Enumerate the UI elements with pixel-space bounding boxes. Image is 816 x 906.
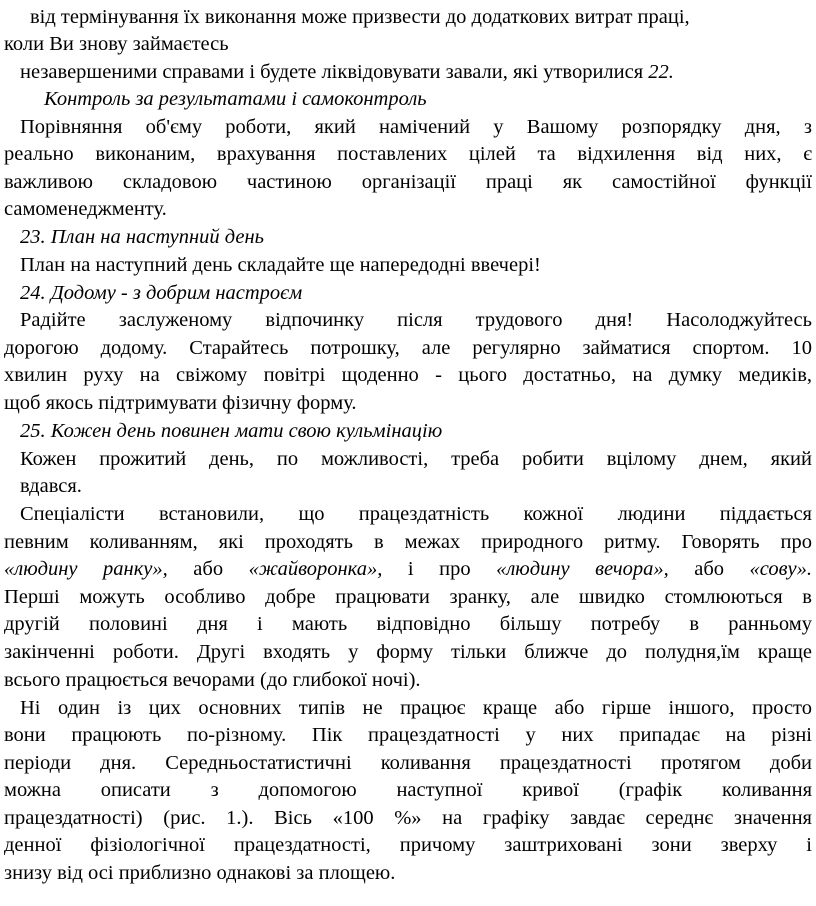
text-line: [4, 391, 812, 416]
text-line: [4, 170, 812, 195]
text-line: [4, 778, 812, 803]
text-line: [4, 557, 812, 582]
italic-text: 23. План на наступний день: [20, 226, 265, 248]
text-line: [4, 751, 812, 776]
text-line: [4, 530, 812, 555]
text-run: Кожен прожитий день, по можливості, треба робити вцілому днем, який: [20, 448, 812, 470]
text-run: Перші можуть особливо добре працювати зранку, але швидко стомлюються в: [4, 586, 812, 608]
text-line: [4, 115, 812, 140]
text-run: незавершеними справами і будете ліквідовувати завали, які утворилися: [20, 61, 649, 83]
italic-text: «людину ранку»,: [4, 558, 168, 580]
text-run: від термінування їх виконання може призвести до додаткових витрат праці,: [30, 6, 690, 28]
text-run: працездатності) (рис. 1.). Вісь «100 %» на графіку завдає середнє значення: [4, 807, 812, 829]
text-line: [4, 308, 812, 333]
text-run: або: [167, 558, 249, 580]
text-line: [4, 502, 812, 527]
text-line: [4, 419, 812, 444]
text-line: [4, 723, 812, 748]
italic-text: «людину вечора»,: [496, 558, 669, 580]
text-line: [4, 668, 812, 693]
text-run: вдався.: [20, 475, 82, 497]
text-run: коли Ви знову займаєтесь: [4, 33, 229, 55]
italic-text: 24. Додому - з добрим настроєм: [20, 282, 303, 304]
text-run: всього працюється вечорами (до глибокої ночі).: [4, 669, 421, 691]
text-run: Порівняння об'єму роботи, який намічений у Вашому розпорядку дня, з: [20, 116, 812, 138]
text-run: закінченні роботи. Другі входять у форму тільки ближче до полудня,їм краще: [4, 641, 812, 663]
text-line: [4, 612, 812, 637]
text-run: вони працюють по-різному. Пік працездатності у них припадає на різні: [4, 724, 812, 746]
text-line: [4, 585, 812, 610]
text-run: важливою складовою частиною організації праці як самостійної функції: [4, 171, 812, 193]
text-line: [4, 87, 812, 112]
text-run: денної фізіологічної працездатності, причому заштриховані зони зверху і: [4, 834, 812, 856]
text-line: [4, 363, 812, 388]
italic-text: 25. Кожен день повинен мати свою кульмінацію: [20, 420, 443, 442]
text-run: хвилин руху на свіжому повітрі щоденно - цього достатньо, на думку медиків,: [4, 364, 812, 386]
italic-text: «жайворонка»,: [248, 558, 383, 580]
text-line: [4, 32, 812, 57]
italic-text: 22.: [648, 61, 674, 83]
text-run: або: [668, 558, 750, 580]
text-line: [4, 281, 812, 306]
text-line: [4, 225, 812, 250]
text-run: Радійте заслуженому відпочинку після трудового дня! Насолоджуйтесь: [20, 309, 812, 331]
text-run: дорогою додому. Старайтесь потрошку, але регулярно займатися спортом. 10: [4, 337, 812, 359]
text-run: певним коливанням, які проходять в межах природного ритму. Говорять про: [4, 531, 812, 553]
text-line: [4, 806, 812, 831]
text-line: [4, 142, 812, 167]
text-run: самоменеджменту.: [4, 198, 167, 220]
text-run: щоб якось підтримувати фізичну форму.: [4, 392, 357, 414]
text-line: [4, 696, 812, 721]
text-run: можна описати з допомогою наступної кривої (графік коливання: [4, 779, 812, 801]
text-line: [4, 336, 812, 361]
text-line: [4, 447, 812, 472]
text-line: [4, 60, 812, 85]
text-line: [4, 5, 812, 30]
text-run: і про: [382, 558, 497, 580]
italic-text: «сову».: [749, 558, 813, 580]
text-line: [4, 474, 812, 499]
text-run: другій половині дня і мають відповідно більшу потребу в ранньому: [4, 613, 812, 635]
text-run: Спеціалісти встановили, що працездатність кожної людини піддається: [20, 503, 812, 525]
text-line: [4, 640, 812, 665]
text-line: [4, 197, 812, 222]
text-run: реально виконаним, врахування поставлених цілей та відхилення від них, є: [4, 143, 812, 165]
text-line: [4, 253, 812, 278]
italic-text: Контроль за результатами і самоконтроль: [44, 88, 427, 110]
text-run: Ні один із цих основних типів не працює краще або гірше іншого, просто: [20, 697, 812, 719]
text-run: знизу від осі приблизно однакові за площею.: [4, 862, 396, 884]
text-run: періоди дня. Середньостатистичні коливання працездатності протягом доби: [4, 752, 812, 774]
text-run: План на наступний день складайте ще напередодні ввечері!: [20, 254, 541, 276]
text-line: [4, 833, 812, 858]
text-line: [4, 861, 812, 886]
